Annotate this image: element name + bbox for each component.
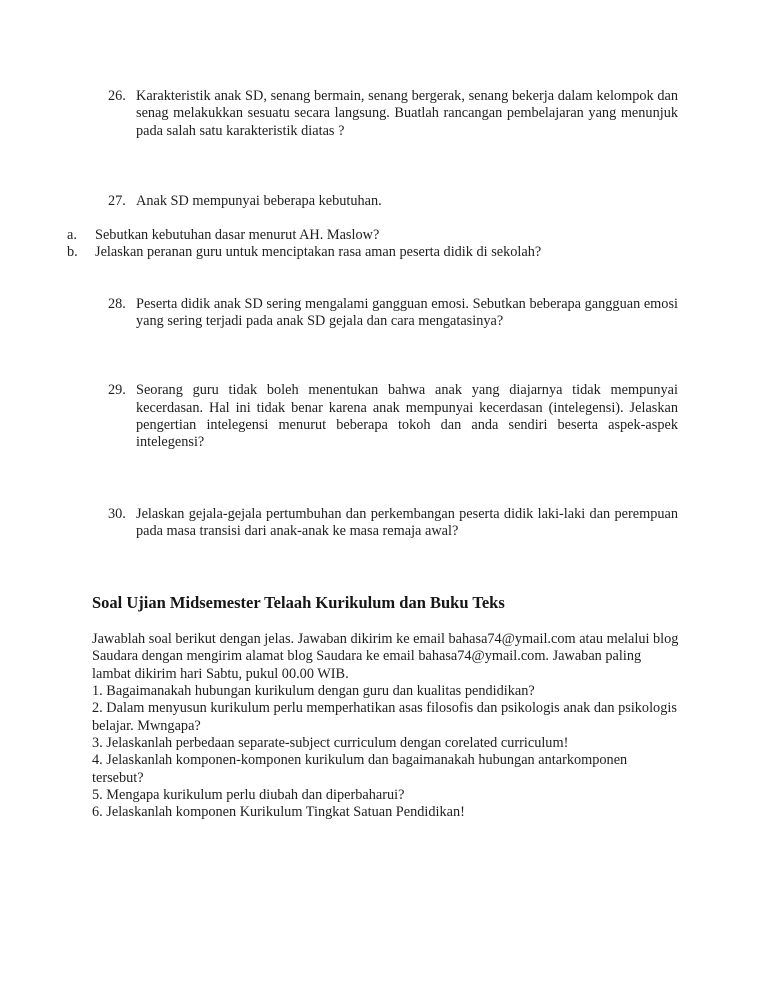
exam-item-1: 1. Bagaimanakah hubungan kurikulum dengan guru dan kualitas pendidikan? — [92, 683, 535, 700]
question-28-text: Peserta didik anak SD sering mengalami gangguan emosi. Sebutkan beberapa gangguan emosi yang sering terjadi pada anak SD gejala dan cara mengatasinya? — [136, 295, 678, 330]
exam-item-5: 5. Mengapa kurikulum perlu diubah dan diperbaharui? — [92, 786, 405, 803]
question-26-text: Karakteristik anak SD, senang bermain, senang bergerak, senang bekerja dalam kelompok dan senag melakukkan sesuatu secara langsung. Buatlah rancangan pembelajaran yang menunjuk pada salah satu karakteristik diatas ? — [136, 88, 678, 139]
document-content — [0, 88, 768, 821]
question-29 — [108, 382, 678, 451]
sub-question-a-letter: a. — [67, 227, 77, 244]
question-30-text: Jelaskan gejala-gejala pertumbuhan dan perkembangan peserta didik laki-laki dan perempuan pada masa transisi dari anak-anak ke masa remaja awal? — [136, 505, 678, 539]
exam-item-2: 2. Dalam menyusun kurikulum perlu memperhatikan asas filosofis dan psikologis anak dan psikologis belajar. Mwngapa? — [92, 700, 677, 734]
sub-question-b-text: Jelaskan peranan guru untuk menciptakan rasa aman peserta didik di sekolah? — [95, 244, 542, 261]
exam-item-3: 3. Jelaskanlah perbedaan separate-subject curriculum dengan corelated curriculum! — [92, 734, 569, 751]
question-27-text: Anak SD mempunyai beberapa kebutuhan. — [136, 192, 382, 209]
sub-question-a-text: Sebutkan kebutuhan dasar menurut AH. Maslow? — [95, 227, 380, 244]
question-27 — [108, 193, 678, 210]
question-27-number: 27. — [108, 192, 126, 209]
sub-question-a — [67, 227, 698, 244]
exam-item-6: 6. Jelaskanlah komponen Kurikulum Tingkat Satuan Pendidikan! — [92, 804, 465, 821]
exam-section-heading: Soal Ujian Midsemester Telaah Kurikulum dan Buku Teks — [92, 593, 505, 613]
sub-question-b-letter: b. — [67, 244, 78, 261]
question-26 — [108, 88, 678, 140]
question-30 — [108, 506, 678, 541]
question-29-number: 29. — [108, 382, 126, 399]
sub-question-b — [67, 244, 698, 261]
exam-item-4: 4. Jelaskanlah komponen-komponen kurikulum dan bagaimanakah hubungan antarkomponen tersebut? — [92, 752, 628, 786]
question-30-number: 30. — [108, 505, 126, 522]
question-28 — [108, 296, 678, 331]
question-29-text: Seorang guru tidak boleh menentukan bahwa anak yang diajarnya tidak mempunyai kecerdasan. Hal ini tidak benar karena anak mempunyai kecerdasan (intelegensi). Jelaskan pengertian intelegensi menurut beberapa tokoh dan anda sendiri beserta aspek-aspek intelegensi? — [136, 382, 678, 451]
question-26-number: 26. — [108, 88, 126, 104]
exam-instructions: Jawablah soal berikut dengan jelas. Jawaban dikirim ke email bahasa74@ymail.com atau melalui blog Saudara dengan mengirim alamat blog Saudara ke email bahasa74@ymail.com. Jawaban paling lambat dikirim hari Sabtu, pukul 00.00 WIB. — [92, 631, 679, 682]
question-28-number: 28. — [108, 295, 126, 312]
exam-item-list — [92, 683, 680, 821]
